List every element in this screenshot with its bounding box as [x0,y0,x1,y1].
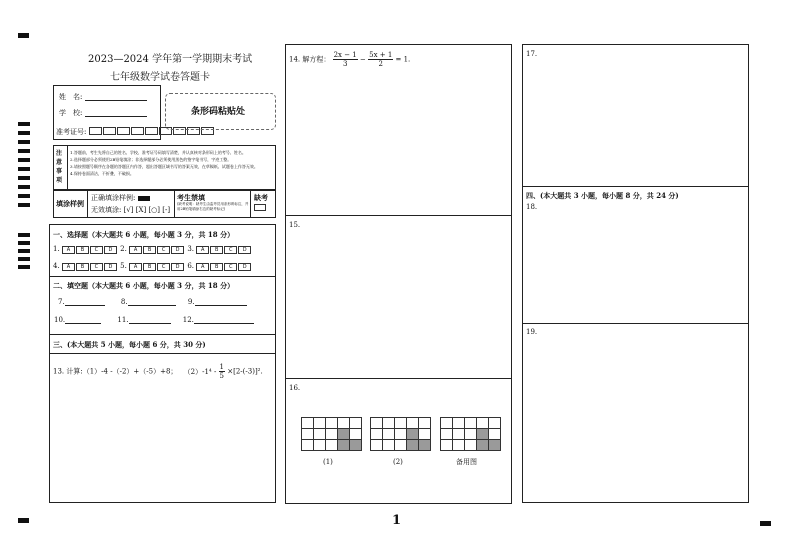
name-label: 姓 名: [59,93,83,101]
grid-figure-spare [440,417,501,451]
grid-label-2: (2) [393,458,403,466]
q17-label: 17. [526,50,538,58]
q13-part2-pre: （2）-1⁴ - [183,367,217,376]
q14-minus: − [360,55,366,64]
wrong-mark: [√] [123,206,134,214]
name-field[interactable] [59,93,147,101]
q12[interactable]: 12. [183,316,254,324]
q3[interactable]: 3. A B C D [187,245,252,253]
note-item: 2.选择题部分必须使用2B铅笔填涂；非选择题部分必须使用黑色的签字笔书写，字迹工整。 [70,157,232,162]
answer-panel-col2 [285,44,512,504]
filled-box [138,196,150,201]
exam-title: 2023—2024 学年第一学期期末考试 [88,54,253,65]
corner-mark-top-left [18,33,29,38]
choice-row-2 [53,263,252,271]
q5[interactable]: 5. A B C D [120,262,185,270]
q14-suffix: = 1. [395,55,411,64]
student-info-panel [53,85,161,140]
q4[interactable]: 4. A B C D [53,262,118,270]
wrong-mark: [X] [135,206,147,214]
wrong-fill-label: 无效填涂: [91,206,122,214]
q13[interactable] [53,363,263,380]
correct-fill [91,195,150,202]
grid-figure-2 [370,417,431,451]
fill-row-1 [58,298,247,306]
notes-title: 注意事项 [56,150,63,184]
q7[interactable]: 7. [58,298,105,306]
section3-title: 三、(本大题共 5 小题，每小题 6 分，共 30 分) [53,340,206,349]
note-item: 4.保持卷面清洁，不折叠，不破损。 [70,171,134,176]
note-item: 3.请按照题号顺序在各题的答题区内作答，超出答题区域书写的答案无效，在草稿纸、试题卷上作答无效。 [70,164,258,169]
corner-mark-bottom-right [760,521,771,526]
q10[interactable]: 10. [54,316,101,324]
q13-fraction: $\frac{1}{5}$ [219,363,225,381]
fill-row-2 [54,316,254,324]
choice-row-1 [53,246,252,254]
barcode-area [165,93,276,130]
q18-label: 18. [526,203,538,211]
note-item: 1.答题前，考生先将自己的姓名、学校、准考证号码填写清楚，并认真核对条形码上的考号、姓名。 [70,150,246,155]
q11[interactable]: 11. [117,316,170,324]
answer-panel-col1 [49,224,276,503]
wrong-fill [91,207,170,214]
page-number: 1 [392,513,402,528]
fill-sample-panel [53,190,276,218]
q13-part1: 13. 计算:（1）-4 -（-2）+（-5）+8； [53,367,178,376]
q8[interactable]: 8. [121,298,176,306]
q1[interactable]: 1. A B C D [53,245,118,253]
answer-card-title: 七年级数学试卷答题卡 [110,72,210,83]
notes-list [70,149,274,177]
q19-label: 19. [526,328,538,336]
barcode-label: 条形码粘贴处 [191,107,246,117]
answer-panel-col3 [522,44,749,503]
section1-title: 一、选择题（本大题共 6 小题，每小题 3 分，共 18 分） [53,230,235,239]
notes-panel [53,145,276,190]
q14-prefix: 14. 解方程： [289,55,331,64]
q14-fraction-2: $\frac{5x + 1}{2}$ [369,51,393,69]
section4-title: 四、(本大题共 3 小题，每小题 8 分，共 24 分) [526,191,679,200]
q9[interactable]: 9. [188,298,247,306]
fill-sample-label: 填涂样例 [56,200,84,208]
wrong-mark: [-] [162,206,171,214]
grid-label-1: (1) [323,458,333,466]
forbid-title: 考生禁填 [177,193,205,202]
forbid-note: (缺考说明：缺考生由监考员用条形码标注，并用2B铅笔填涂右边的缺考标记) [177,202,249,211]
q14-fraction-1: $\frac{2x - 1}{3}$ [333,51,357,69]
corner-mark-bottom-left [18,518,29,523]
q13-part2-post: ×[2-(-3)]². [227,367,263,376]
school-field[interactable] [59,109,147,117]
q15-label: 15. [289,221,301,229]
q16-label: 16. [289,384,301,392]
q6[interactable]: 6. A B C D [187,262,252,270]
exam-id-label: 准考证号: [56,128,87,136]
q14[interactable] [289,51,410,68]
school-label: 学 校: [59,109,83,117]
grid-label-spare: 备用图 [456,458,477,466]
wrong-mark: [○] [148,206,161,214]
grid-figure-1 [301,417,362,451]
q2[interactable]: 2. A B C D [120,245,185,253]
correct-fill-label: 正确填涂样例: [91,194,136,202]
section2-title: 二、填空题（本大题共 6 小题，每小题 3 分，共 18 分） [53,281,235,290]
absent-label: 缺考 [254,193,268,202]
absent-checkbox[interactable] [254,204,266,211]
